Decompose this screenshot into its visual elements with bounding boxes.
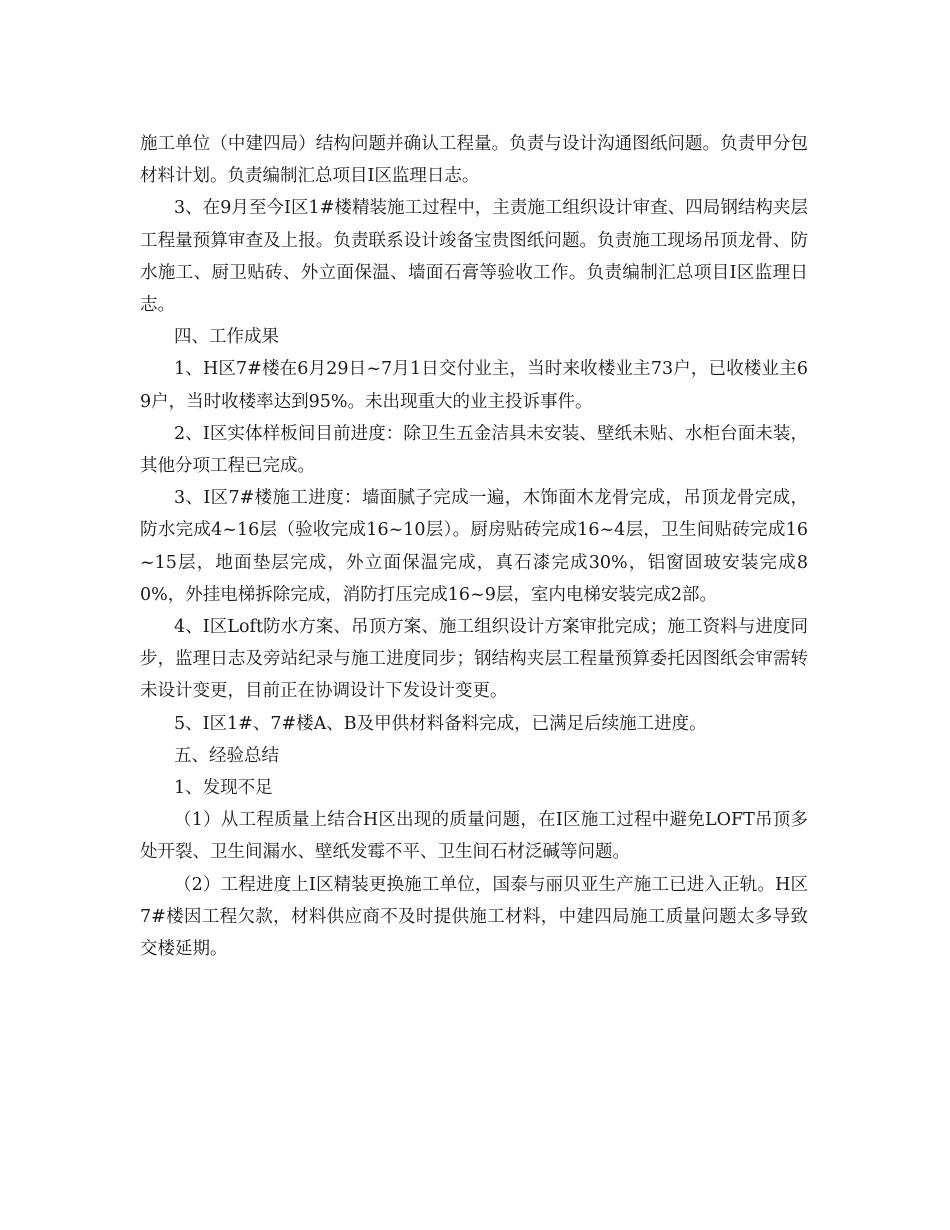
paragraph-result-1: 1、H区7#楼在6月29日~7月1日交付业主，当时来收楼业主73户，已收楼业主69户，当时收楼率达到95%。未出现重大的业主投诉事件。: [140, 359, 808, 412]
paragraph-result-5: 5、Ⅰ区1#、7#楼A、B及甲供材料备料完成，已满足后续施工进度。: [174, 713, 707, 734]
subheading-shortcomings: 1、发现不足: [174, 778, 273, 799]
paragraph-1: 施工单位（中建四局）结构问题并确认工程量。负责与设计沟通图纸问题。负责甲分包材料计划。负责编制汇总项目Ⅰ区监理日志。: [140, 134, 808, 187]
paragraph-shortcoming-1: （1）从工程质量上结合H区出现的质量问题，在Ⅰ区施工过程中避免LOFT吊顶多处开裂、卫生间漏水、壁纸发霉不平、卫生间石材泛碱等问题。: [140, 810, 808, 863]
paragraph-2: 3、在9月至今Ⅰ区1#楼精装施工过程中，主责施工组织设计审查、四局钢结构夹层工程量预算审查及上报。负责联系设计竣备宝贵图纸问题。负责施工现场吊顶龙骨、防水施工、厨卫贴砖、外立面保温、墙面石膏等验收工作。负责编制汇总项目Ⅰ区监理日志。: [140, 198, 808, 316]
section-heading-work-results: 四、工作成果: [174, 327, 279, 348]
document-body: [140, 128, 808, 965]
paragraph-result-2: 2、Ⅰ区实体样板间目前进度：除卫生五金洁具未安装、壁纸未贴、水柜台面未装，其他分项工程已完成。: [140, 423, 808, 477]
paragraph-result-4: 4、Ⅰ区Loft防水方案、吊顶方案、施工组织设计方案审批完成；施工资料与进度同步，监理日志及旁站纪录与施工进度同步；钢结构夹层工程量预算委托因图纸会审需转未设计变更，目前正在协调设计下发设计变更。: [140, 617, 808, 702]
paragraph-shortcoming-2: （2）工程进度上Ⅰ区精装更换施工单位，国泰与丽贝亚生产施工已进入正轨。H区7#楼因工程欠款，材料供应商不及时提供施工材料，中建四局施工质量问题太多导致交楼延期。: [140, 874, 808, 960]
section-heading-experience-summary: 五、经验总结: [174, 745, 279, 766]
paragraph-result-3: 3、Ⅰ区7#楼施工进度：墙面腻子完成一遍，木饰面木龙骨完成，吊顶龙骨完成，防水完成4~16层（验收完成16~10层）。厨房贴砖完成16~4层，卫生间贴砖完成16~15层，地面垫层完成，外立面保温完成，真石漆完成30%，铝窗固玻安装完成80%，外挂电梯拆除完成，消防打压完成16~9层，室内电梯安装完成2部。: [140, 488, 808, 605]
